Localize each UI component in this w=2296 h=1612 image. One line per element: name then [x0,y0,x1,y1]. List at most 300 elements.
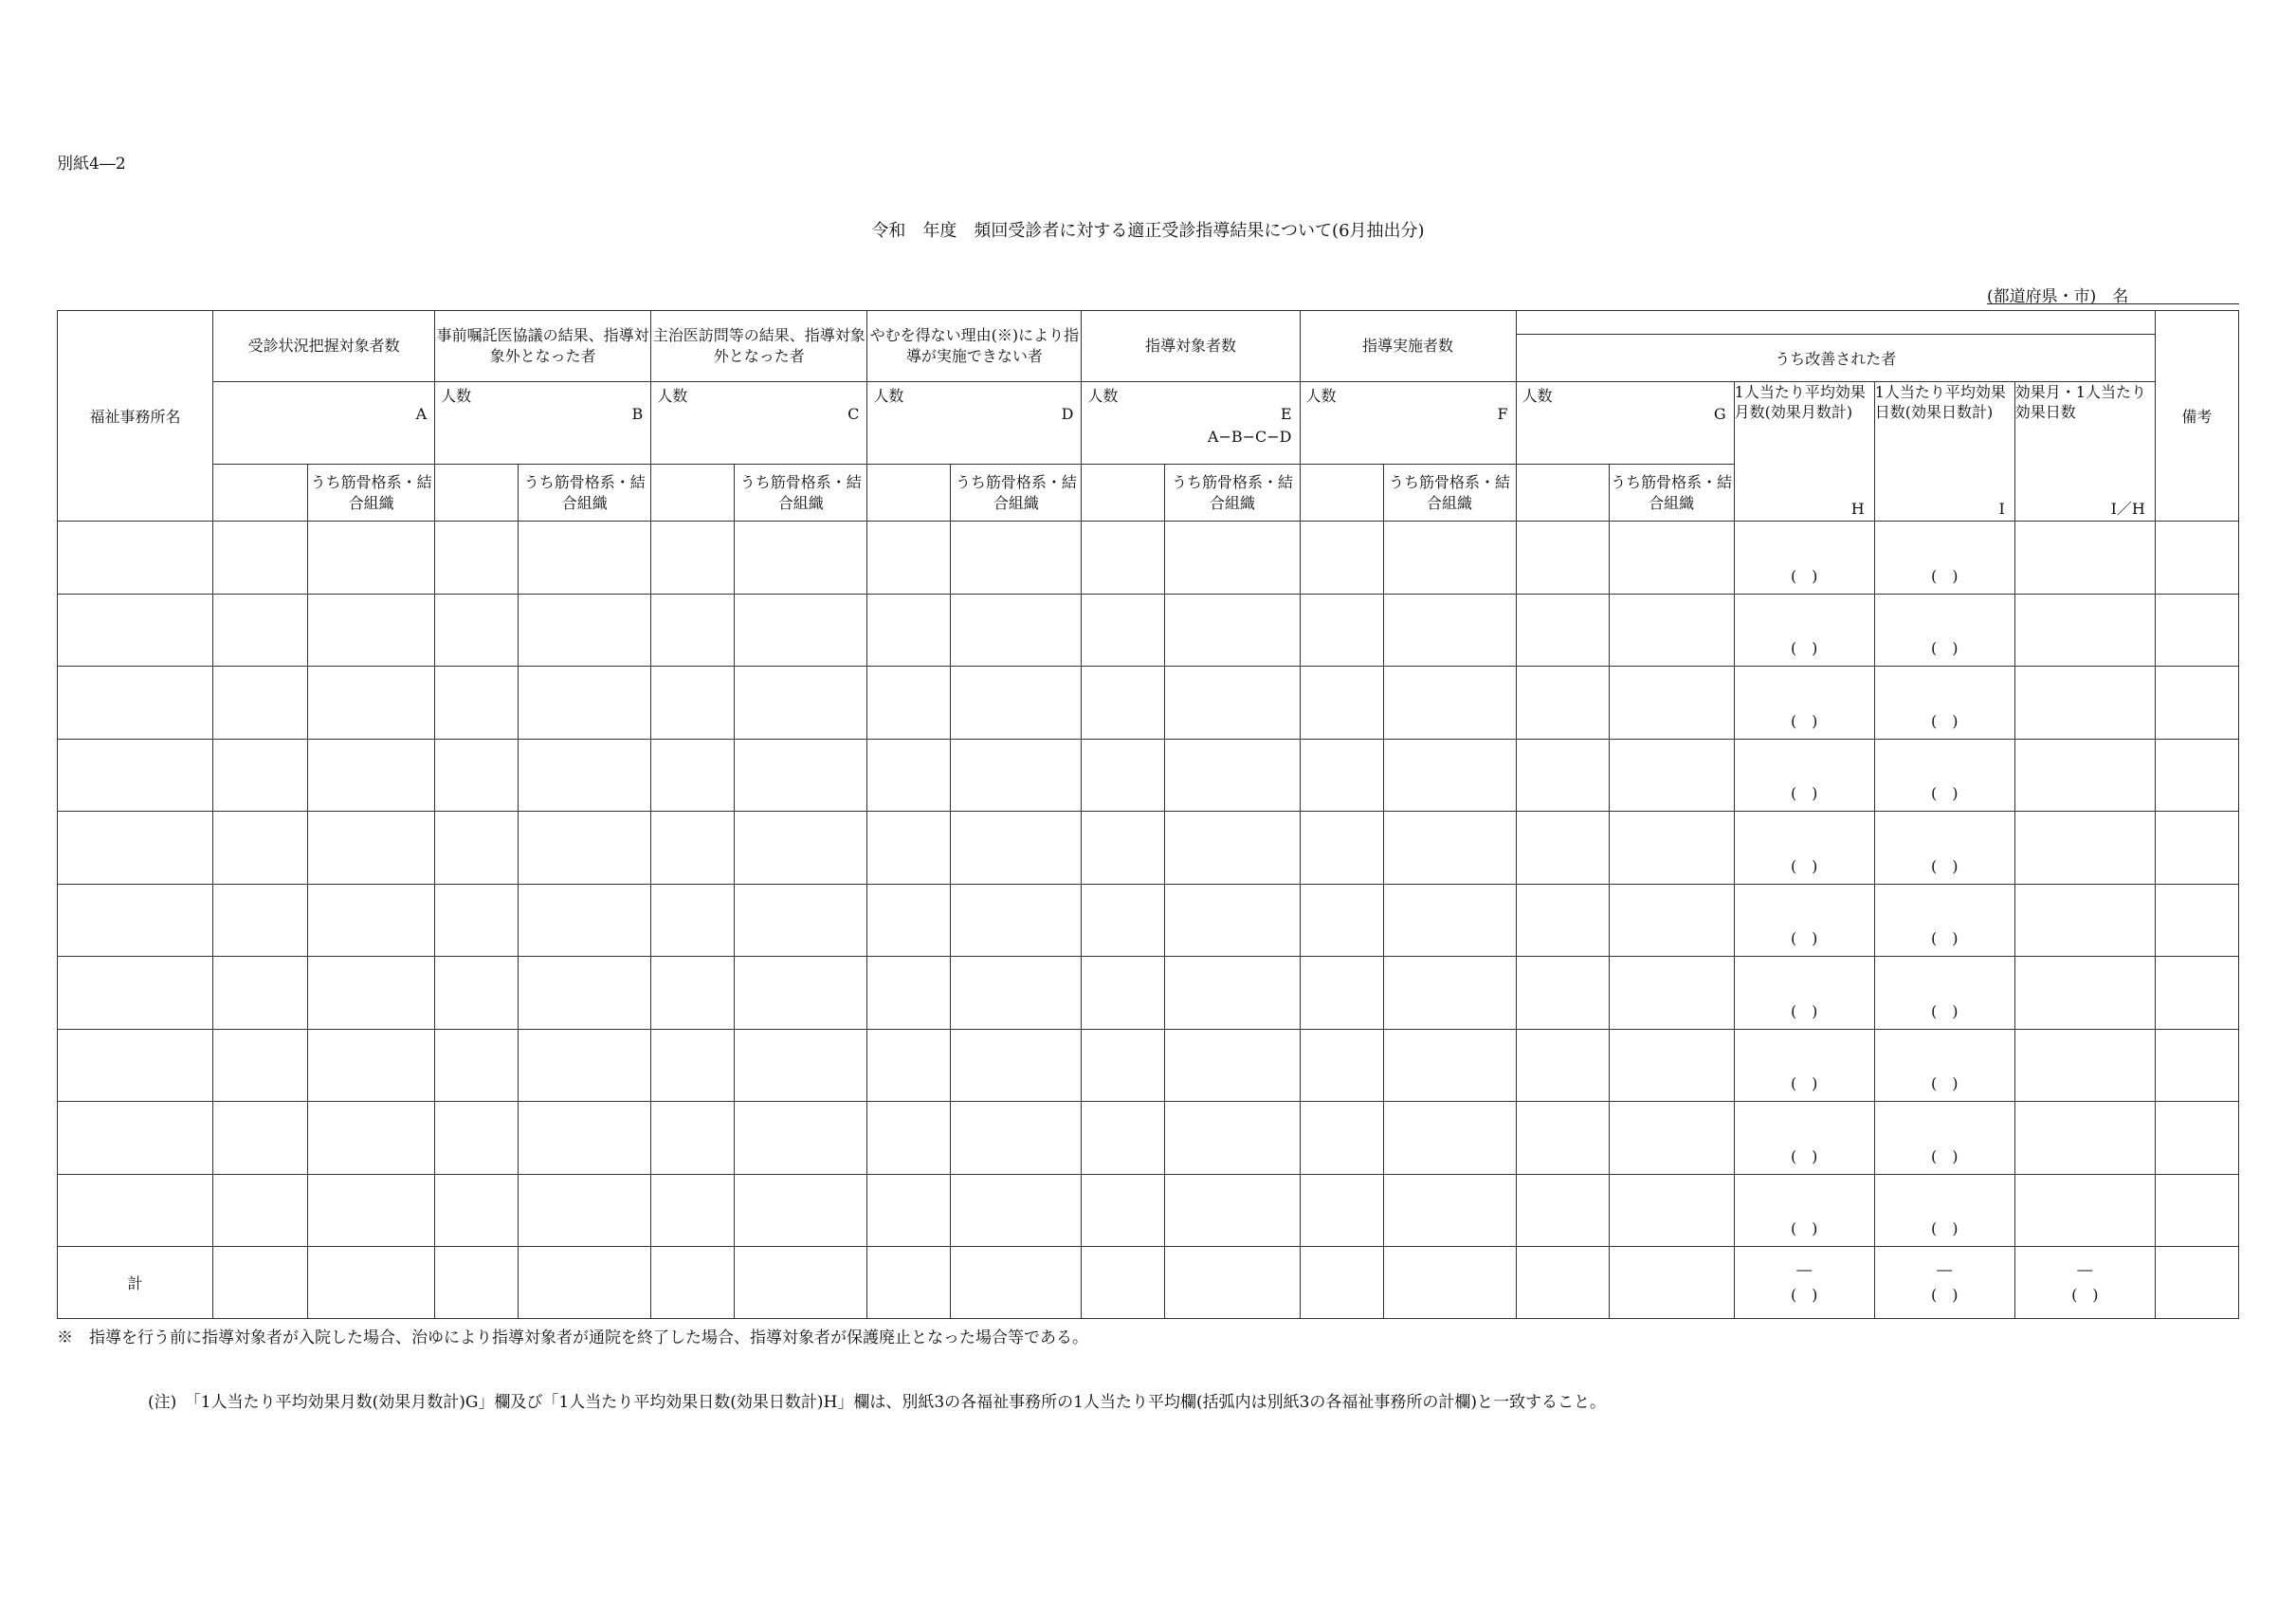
table-cell [213,739,308,812]
table-cell [1609,1029,1734,1102]
people-label: 人数 [1305,387,1337,405]
table-cell [519,1174,651,1247]
table-cell [1300,522,1383,595]
total-i-cell [1874,1247,2014,1319]
table-cell [867,522,951,595]
document-label: 別紙4―2 [57,155,126,174]
col-f-people [1300,382,1516,465]
table-cell [435,1174,519,1247]
total-cell [735,1247,867,1319]
table-cell [1874,667,2014,740]
table-cell [213,522,308,595]
table-row [58,1102,2239,1175]
table-cell [1734,667,1874,740]
table-cell [435,522,519,595]
table-cell [2014,739,2155,812]
table-cell [435,594,519,667]
table-cell [951,1102,1082,1175]
table-cell [1165,884,1300,957]
table-cell [435,667,519,740]
people-label: 人数 [441,387,472,405]
paren-placeholder: ( ) [1930,784,1959,802]
col-a-sub-header: うち筋骨格系・結合組織 [308,465,435,522]
table-cell [58,1029,213,1102]
table-cell [2014,667,2155,740]
col-a-people [213,382,435,465]
table-cell [1383,884,1516,957]
total-cell [867,1247,951,1319]
table-cell [58,1174,213,1247]
table-cell [1383,1102,1516,1175]
prefecture-underline [1987,303,2239,304]
total-cell [435,1247,519,1319]
table-cell [1516,594,1609,667]
table-cell [213,1029,308,1102]
table-cell [1300,884,1383,957]
table-cell [1082,1174,1165,1247]
total-dash: ― [1937,1260,1953,1278]
table-cell [58,1102,213,1175]
table-cell [867,594,951,667]
table-cell [1516,1029,1609,1102]
col-f-blank [1300,465,1383,522]
people-label: 人数 [657,387,688,405]
paren-placeholder: ( ) [1930,566,1959,585]
table-cell [1165,667,1300,740]
table-cell [2155,594,2238,667]
table-cell [58,957,213,1030]
total-label: 計 [58,1247,213,1319]
paren-placeholder: ( ) [1930,856,1959,875]
guidance-results-table [57,310,2239,1319]
table-cell [1874,739,2014,812]
table-cell [1165,594,1300,667]
table-cell [735,739,867,812]
table-cell [951,1029,1082,1102]
col-b-header: 事前嘱託医協議の結果、指導対象外となった者 [435,311,651,382]
table-cell [435,1102,519,1175]
table-cell [1734,1029,1874,1102]
table-cell [651,1029,735,1102]
col-d-sub-header: うち筋骨格系・結合組織 [951,465,1082,522]
table-cell [213,812,308,885]
table-cell [1516,739,1609,812]
table-cell [58,594,213,667]
table-row [58,1174,2239,1247]
table-cell [651,667,735,740]
paren-placeholder: ( ) [1790,856,1818,875]
col-d-blank [867,465,951,522]
table-cell [58,522,213,595]
table-cell [951,957,1082,1030]
table-cell [2155,812,2238,885]
table-cell [2155,1029,2238,1102]
improved-header: うち改善された者 [1516,335,2155,382]
col-c-header: 主治医訪問等の結果、指導対象外となった者 [651,311,867,382]
table-cell [1734,522,1874,595]
table-cell [1874,1174,2014,1247]
table-cell [2014,522,2155,595]
col-c-sub-header: うち筋骨格系・結合組織 [735,465,867,522]
table-cell [1082,1029,1165,1102]
table-cell [1734,957,1874,1030]
table-cell [1082,667,1165,740]
col-e-sub-header: うち筋骨格系・結合組織 [1165,465,1300,522]
table-row [58,667,2239,740]
table-cell [1300,1174,1383,1247]
total-cell [1300,1247,1383,1319]
table-cell [1516,884,1609,957]
table-cell [1516,957,1609,1030]
table-cell [1383,957,1516,1030]
col-i-header [1874,382,2014,522]
table-cell [867,957,951,1030]
table-cell [1516,1102,1609,1175]
total-cell [951,1247,1082,1319]
table-cell [519,522,651,595]
table-cell [867,1029,951,1102]
table-cell [213,884,308,957]
table-cell [1874,1102,2014,1175]
table-cell [308,812,435,885]
table-cell [2155,1174,2238,1247]
table-cell [213,1174,308,1247]
table-cell [1383,522,1516,595]
table-cell [213,1102,308,1175]
table-cell [735,957,867,1030]
col-ih-title: 効果月・1人当たり効果日数 [2014,383,2146,421]
table-cell [2014,957,2155,1030]
letter-f: F [1497,405,1508,423]
people-label: 人数 [1087,387,1119,405]
paren-placeholder: ( ) [1790,1001,1818,1020]
table-cell [435,884,519,957]
table-cell [735,1102,867,1175]
col-e-people [1082,382,1300,465]
col-g-sub-header: うち筋骨格系・結合組織 [1609,465,1734,522]
letter-g: G [1713,405,1726,423]
total-cell [519,1247,651,1319]
table-cell [308,522,435,595]
table-cell [1734,884,1874,957]
table-cell [1300,1029,1383,1102]
table-cell [2155,957,2238,1030]
table-cell [2014,594,2155,667]
table-cell [519,957,651,1030]
table-cell [308,1102,435,1175]
table-cell [1082,1102,1165,1175]
table-cell [1383,1029,1516,1102]
table-cell [1734,594,1874,667]
table-cell [735,812,867,885]
table-cell [213,957,308,1030]
table-cell [1082,739,1165,812]
table-cell [1609,1102,1734,1175]
table-cell [1874,594,2014,667]
table-cell [435,957,519,1030]
table-cell [867,812,951,885]
table-cell [308,1029,435,1102]
total-cell [1383,1247,1516,1319]
total-paren: ( ) [1790,1286,1818,1304]
table-cell [735,594,867,667]
table-cell [1609,957,1734,1030]
table-cell [435,812,519,885]
table-cell [519,812,651,885]
table-cell [735,522,867,595]
paren-placeholder: ( ) [1790,929,1818,947]
letter-d: D [1061,405,1074,423]
table-cell [951,667,1082,740]
table-cell [651,957,735,1030]
total-cell [213,1247,308,1319]
table-cell [1383,594,1516,667]
paren-placeholder: ( ) [1930,929,1959,947]
letter-h: H [1850,500,1865,518]
people-label: 人数 [1522,387,1553,405]
letter-a: A [415,405,428,423]
total-h-cell [1734,1247,1874,1319]
table-cell [2155,739,2238,812]
table-cell [1609,522,1734,595]
table-cell [651,1174,735,1247]
total-cell [1516,1247,1609,1319]
table-cell [951,884,1082,957]
table-cell [308,667,435,740]
paren-placeholder: ( ) [1930,1001,1959,1020]
letter-c: C [847,405,860,423]
paren-placeholder: ( ) [1930,711,1959,730]
table-cell [1383,667,1516,740]
letter-ih: I／H [2110,500,2145,518]
table-cell [2014,1029,2155,1102]
table-cell [308,739,435,812]
table-cell [867,739,951,812]
table-row [58,522,2239,595]
col-a-blank [213,465,308,522]
col-e-blank [1082,465,1165,522]
table-cell [951,812,1082,885]
table-cell [58,812,213,885]
table-cell [2014,1174,2155,1247]
table-cell [1165,957,1300,1030]
table-cell [435,739,519,812]
table-cell [519,739,651,812]
table-cell [867,1102,951,1175]
table-cell [1082,957,1165,1030]
table-cell [58,667,213,740]
col-e-header: 指導対象者数 [1082,311,1300,382]
col-h-header [1734,382,1874,522]
table-cell [2155,667,2238,740]
people-label: 人数 [873,387,904,405]
table-cell [1300,957,1383,1030]
total-cell [1165,1247,1300,1319]
table-cell [951,1174,1082,1247]
col-a-header: 受診状況把握対象者数 [213,311,435,382]
table-cell [651,1102,735,1175]
table-cell [1874,957,2014,1030]
table-cell [2014,812,2155,885]
table-cell [651,522,735,595]
col-f-header: 指導実施者数 [1300,311,1516,382]
office-name-header: 福祉事務所名 [58,311,213,522]
table-cell [58,884,213,957]
paren-placeholder: ( ) [1790,639,1818,657]
table-cell [1383,739,1516,812]
table-cell [1300,812,1383,885]
paren-placeholder: ( ) [1930,639,1959,657]
table-cell [308,594,435,667]
table-cell [1082,812,1165,885]
table-cell [1734,1174,1874,1247]
col-d-header: やむを得ない理由(※)により指導が実施できない者 [867,311,1082,382]
note: (注) 「1人当たり平均効果月数(効果月数計)G」欄及び「1人当たり平均効果日数(効果日数計)H」欄は、別紙3の各福祉事務所の1人当たり平均欄(括弧内は別紙3の各福祉事務所の計欄)と一致すること。 [148,1393,1607,1412]
total-cell [1609,1247,1734,1319]
col-g-people [1516,382,1734,465]
table-cell [735,1029,867,1102]
table-cell [1082,594,1165,667]
table-cell [519,594,651,667]
table-cell [519,1029,651,1102]
formula-e: A−B−C−D [1207,428,1292,446]
table-cell [1874,1029,2014,1102]
table-cell [2014,1102,2155,1175]
paren-placeholder: ( ) [1790,566,1818,585]
table-cell [308,957,435,1030]
table-cell [519,1102,651,1175]
table-cell [1516,522,1609,595]
paren-placeholder: ( ) [1790,1219,1818,1237]
table-cell [1300,594,1383,667]
total-ih-cell [2014,1247,2155,1319]
total-cell [2155,1247,2238,1319]
total-dash: ― [2077,1260,2093,1278]
table-cell [1609,667,1734,740]
col-b-blank [435,465,519,522]
table-row [58,594,2239,667]
table-row [58,739,2239,812]
table-cell [1165,1029,1300,1102]
letter-b: B [631,405,644,423]
table-cell [1165,1174,1300,1247]
table-cell [1383,1174,1516,1247]
table-cell [1874,884,2014,957]
table-cell [2155,1102,2238,1175]
table-cell [951,522,1082,595]
table-cell [1874,522,2014,595]
table-cell [1165,739,1300,812]
prefecture-name-line: (都道府県・市) 名 [1987,287,2129,306]
table-row [58,812,2239,885]
table-cell [1609,594,1734,667]
paren-placeholder: ( ) [1930,1146,1959,1165]
table-cell [2155,522,2238,595]
col-i-title: 1人当たり平均効果日数(効果日数計) [1874,383,2006,421]
col-f-sub-header: うち筋骨格系・結合組織 [1383,465,1516,522]
table-cell [651,594,735,667]
table-cell [519,667,651,740]
table-cell [1734,1102,1874,1175]
total-cell [308,1247,435,1319]
table-row [58,1029,2239,1102]
total-cell [651,1247,735,1319]
total-paren: ( ) [1930,1286,1959,1304]
table-cell [1516,667,1609,740]
letter-e: E [1280,405,1292,423]
table-cell [1874,812,2014,885]
table-cell [1082,522,1165,595]
table-cell [308,1174,435,1247]
table-cell [651,884,735,957]
table-cell [308,884,435,957]
remarks-header: 備考 [2155,311,2238,522]
table-cell [1734,739,1874,812]
table-cell [651,739,735,812]
paren-placeholder: ( ) [1930,1219,1959,1237]
table-cell [213,594,308,667]
table-cell [1516,812,1609,885]
col-b-sub-header: うち筋骨格系・結合組織 [519,465,651,522]
col-c-people [651,382,867,465]
col-ih-header [2014,382,2155,522]
table-cell [951,739,1082,812]
paren-placeholder: ( ) [1790,784,1818,802]
col-b-people [435,382,651,465]
col-c-blank [651,465,735,522]
table-cell [867,667,951,740]
improved-spacer [1516,311,2155,335]
paren-placeholder: ( ) [1790,711,1818,730]
table-cell [951,594,1082,667]
paren-placeholder: ( ) [1930,1074,1959,1092]
table-cell [1082,884,1165,957]
table-cell [1734,812,1874,885]
table-cell [735,884,867,957]
total-dash: ― [1796,1260,1813,1278]
table-cell [1300,739,1383,812]
footnote: ※ 指導を行う前に指導対象者が入院した場合、治ゆにより指導対象者が通院を終了した場合、指導対象者が保護廃止となった場合等である。 [57,1328,1088,1347]
table-cell [2155,884,2238,957]
table-cell [1300,667,1383,740]
table-row [58,884,2239,957]
col-h-title: 1人当たり平均効果月数(効果月数計) [1734,383,1866,421]
table-cell [2014,884,2155,957]
total-cell [1082,1247,1165,1319]
table-cell [213,667,308,740]
table-cell [1609,812,1734,885]
table-cell [1300,1102,1383,1175]
table-cell [1383,812,1516,885]
table-cell [1516,1174,1609,1247]
paren-placeholder: ( ) [1790,1074,1818,1092]
col-g-blank [1516,465,1609,522]
table-cell [1609,884,1734,957]
table-cell [435,1029,519,1102]
total-paren: ( ) [2071,1286,2099,1304]
table-cell [1165,522,1300,595]
table-cell [651,812,735,885]
table-cell [1609,739,1734,812]
table-cell [1165,812,1300,885]
table-cell [519,884,651,957]
document-title: 令和 年度 頻回受診者に対する適正受診指導結果について(6月抽出分) [871,221,1425,241]
table-cell [867,884,951,957]
table-cell [867,1174,951,1247]
table-cell [735,1174,867,1247]
table-row [58,957,2239,1030]
table-cell [1165,1102,1300,1175]
